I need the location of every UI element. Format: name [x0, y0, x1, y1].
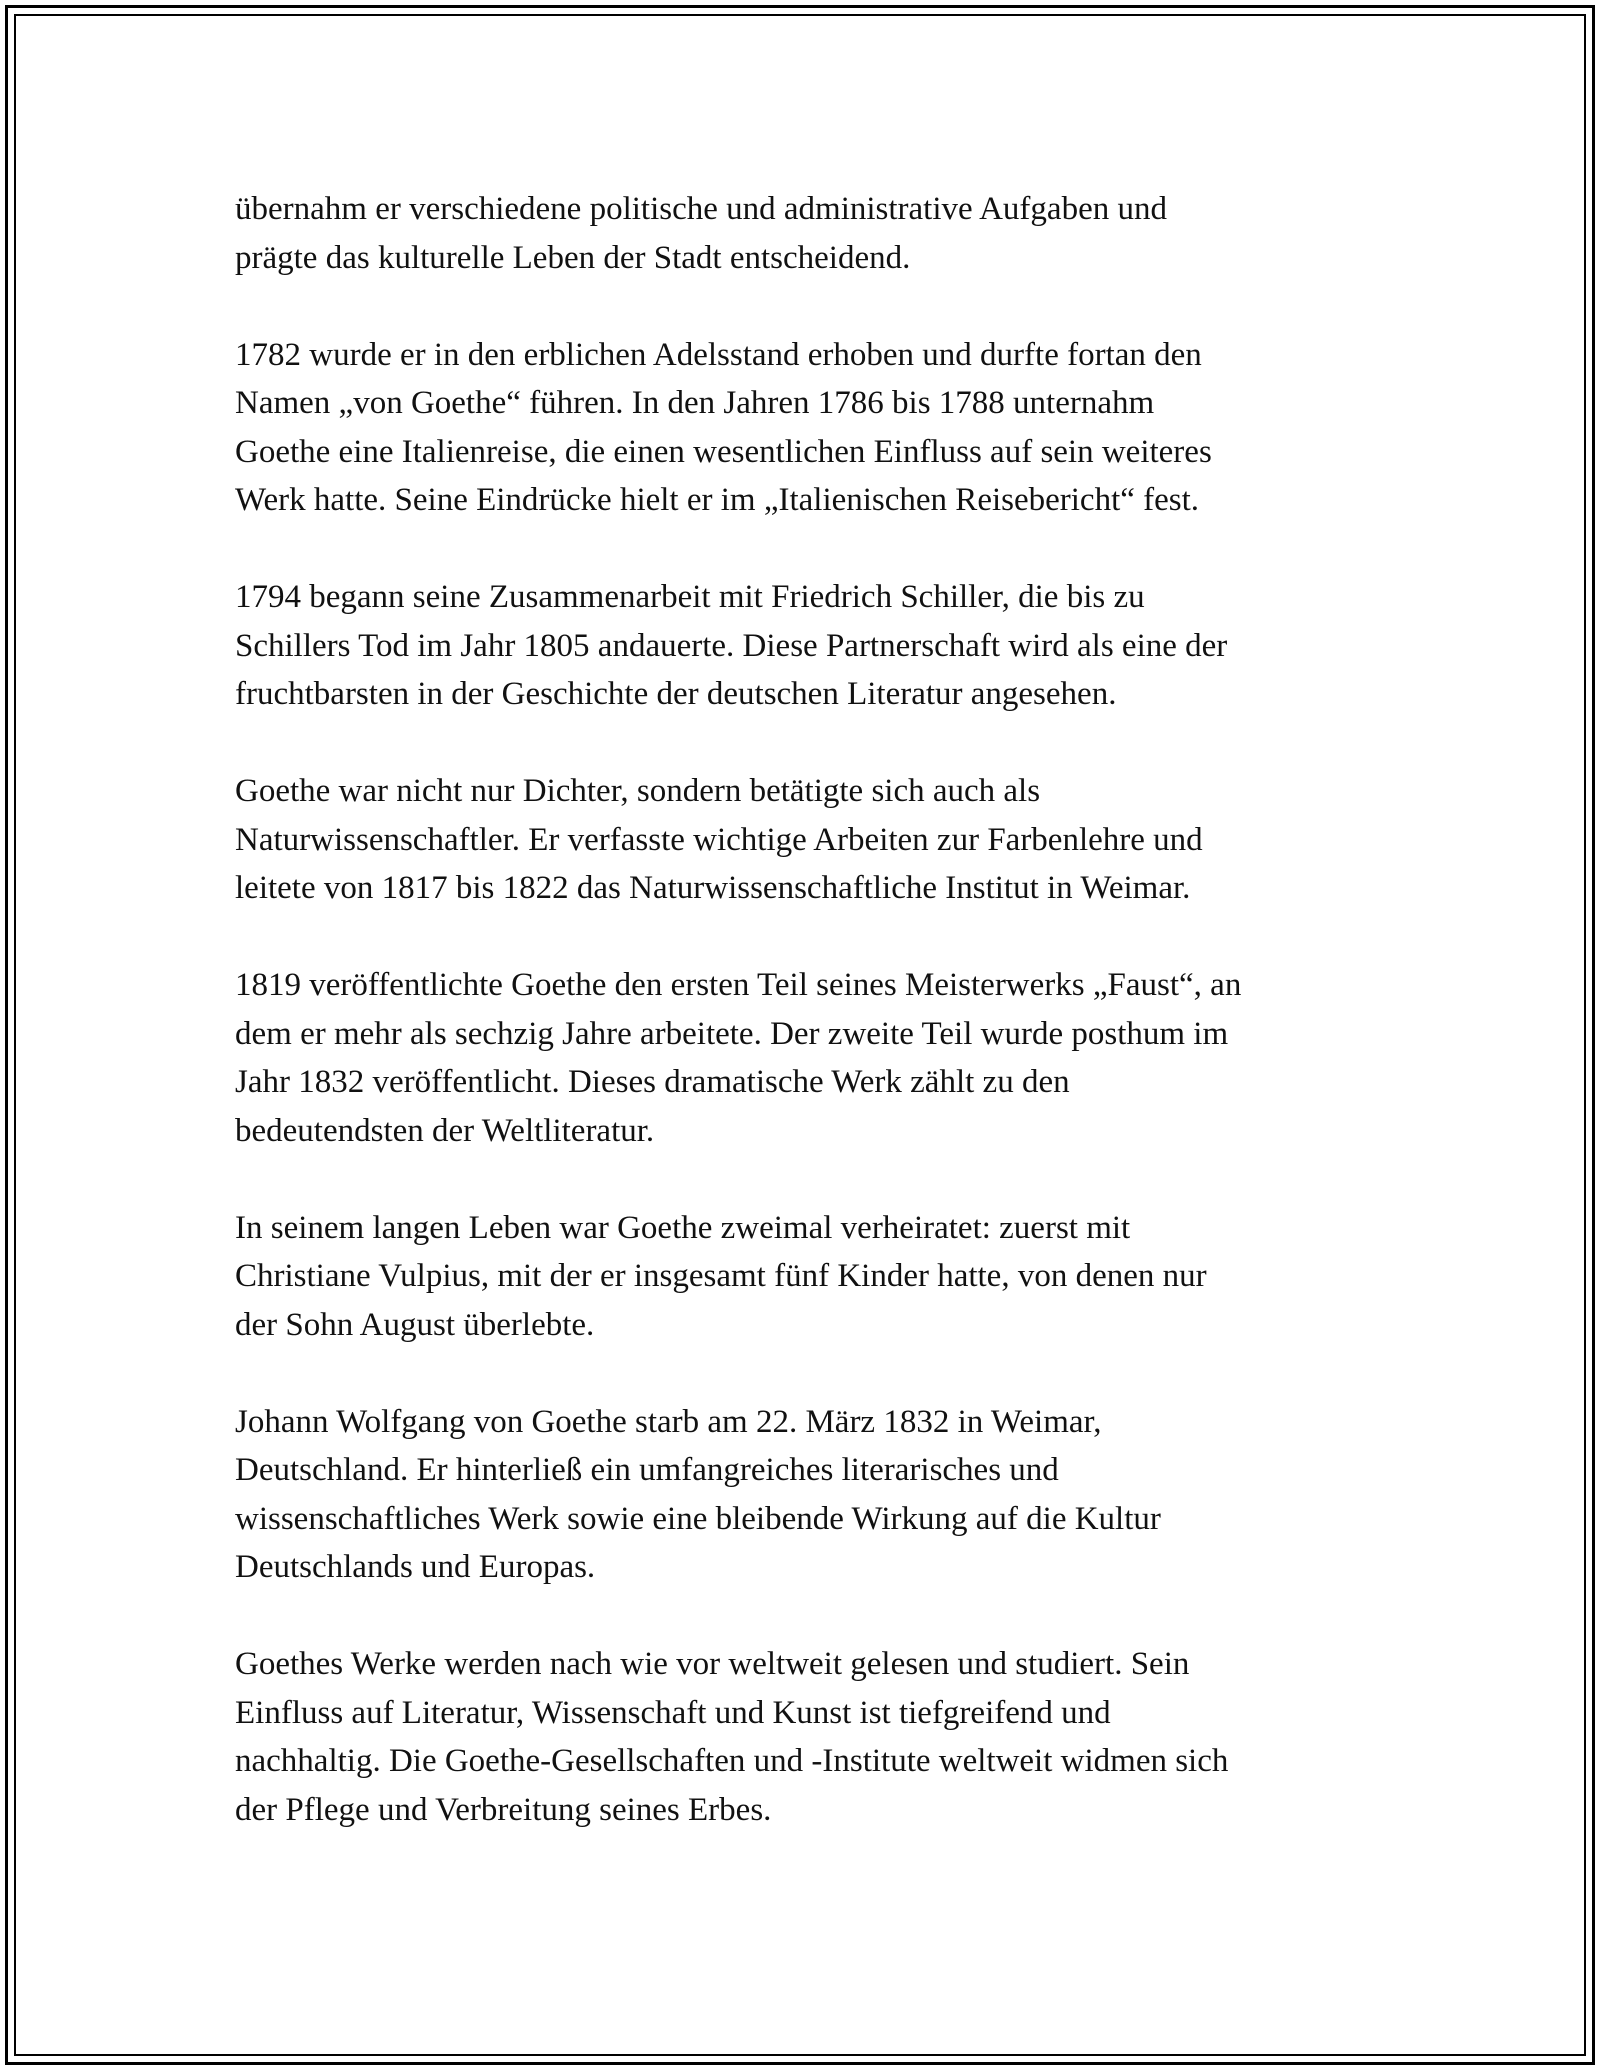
paragraph-death: Johann Wolfgang von Goethe starb am 22. März 1832 in Weimar, Deutschland. Er hinterließ ein umfangreiches literarisches und wissenschaftliches Werk sowie eine bleibende Wirkung auf die Kultur Deutschlands und Europas.: [235, 1403, 1161, 1585]
paragraph-natural-science: Goethe war nicht nur Dichter, sondern betätigte sich auch als Naturwissenschaftler. Er verfasste wichtige Arbeiten zur Farbenlehre und leitete von 1817 bis 1822 das Naturwissenschaftliche Institut in Weimar.: [235, 773, 1203, 906]
paragraph-faust: 1819 veröffentlichte Goethe den ersten Teil seines Meisterwerks „Faust“, an dem er mehr als sechzig Jahre arbeitete. Der zweite Teil wurde posthum im Jahr 1832 veröffentlicht. Dieses dramatische Werk zählt zu den bedeutendsten der Weltliteratur.: [235, 967, 1242, 1149]
paragraph-continuation: übernahm er verschiedene politische und administrative Aufgaben und prägte das kulturelle Leben der Stadt entscheidend.: [235, 191, 1167, 276]
paragraph-legacy: Goethes Werke werden nach wie vor weltweit gelesen und studiert. Sein Einfluss auf Literatur, Wissenschaft und Kunst ist tiefgreifend und nachhaltig. Die Goethe-Gesellschaften und -Institute weltweit widmen sich der Pflege und Verbreitung seines Erbes.: [235, 1646, 1229, 1828]
paragraph-schiller: 1794 begann seine Zusammenarbeit mit Friedrich Schiller, die bis zu Schillers Tod im Jahr 1805 andauerte. Diese Partnerschaft wird als eine der fruchtbarsten in der Geschichte der deutschen Literatur angesehen.: [235, 579, 1228, 712]
paragraph-marriage: In seinem langen Leben war Goethe zweimal verheiratet: zuerst mit Christiane Vulpius, mit der er insgesamt fünf Kinder hatte, von denen nur der Sohn August überlebte.: [235, 1209, 1207, 1343]
paragraph-nobility-italy: 1782 wurde er in den erblichen Adelsstand erhoben und durfte fortan den Namen „von Goethe“ führen. In den Jahren 1786 bis 1788 unternahm Goethe eine Italienreise, die einen wesentlichen Einfluss auf sein weiteres Werk hatte. Seine Eindrücke hielt er im „Italienischen Reisebericht“ fest.: [235, 336, 1212, 518]
document-body: [235, 185, 1375, 1883]
